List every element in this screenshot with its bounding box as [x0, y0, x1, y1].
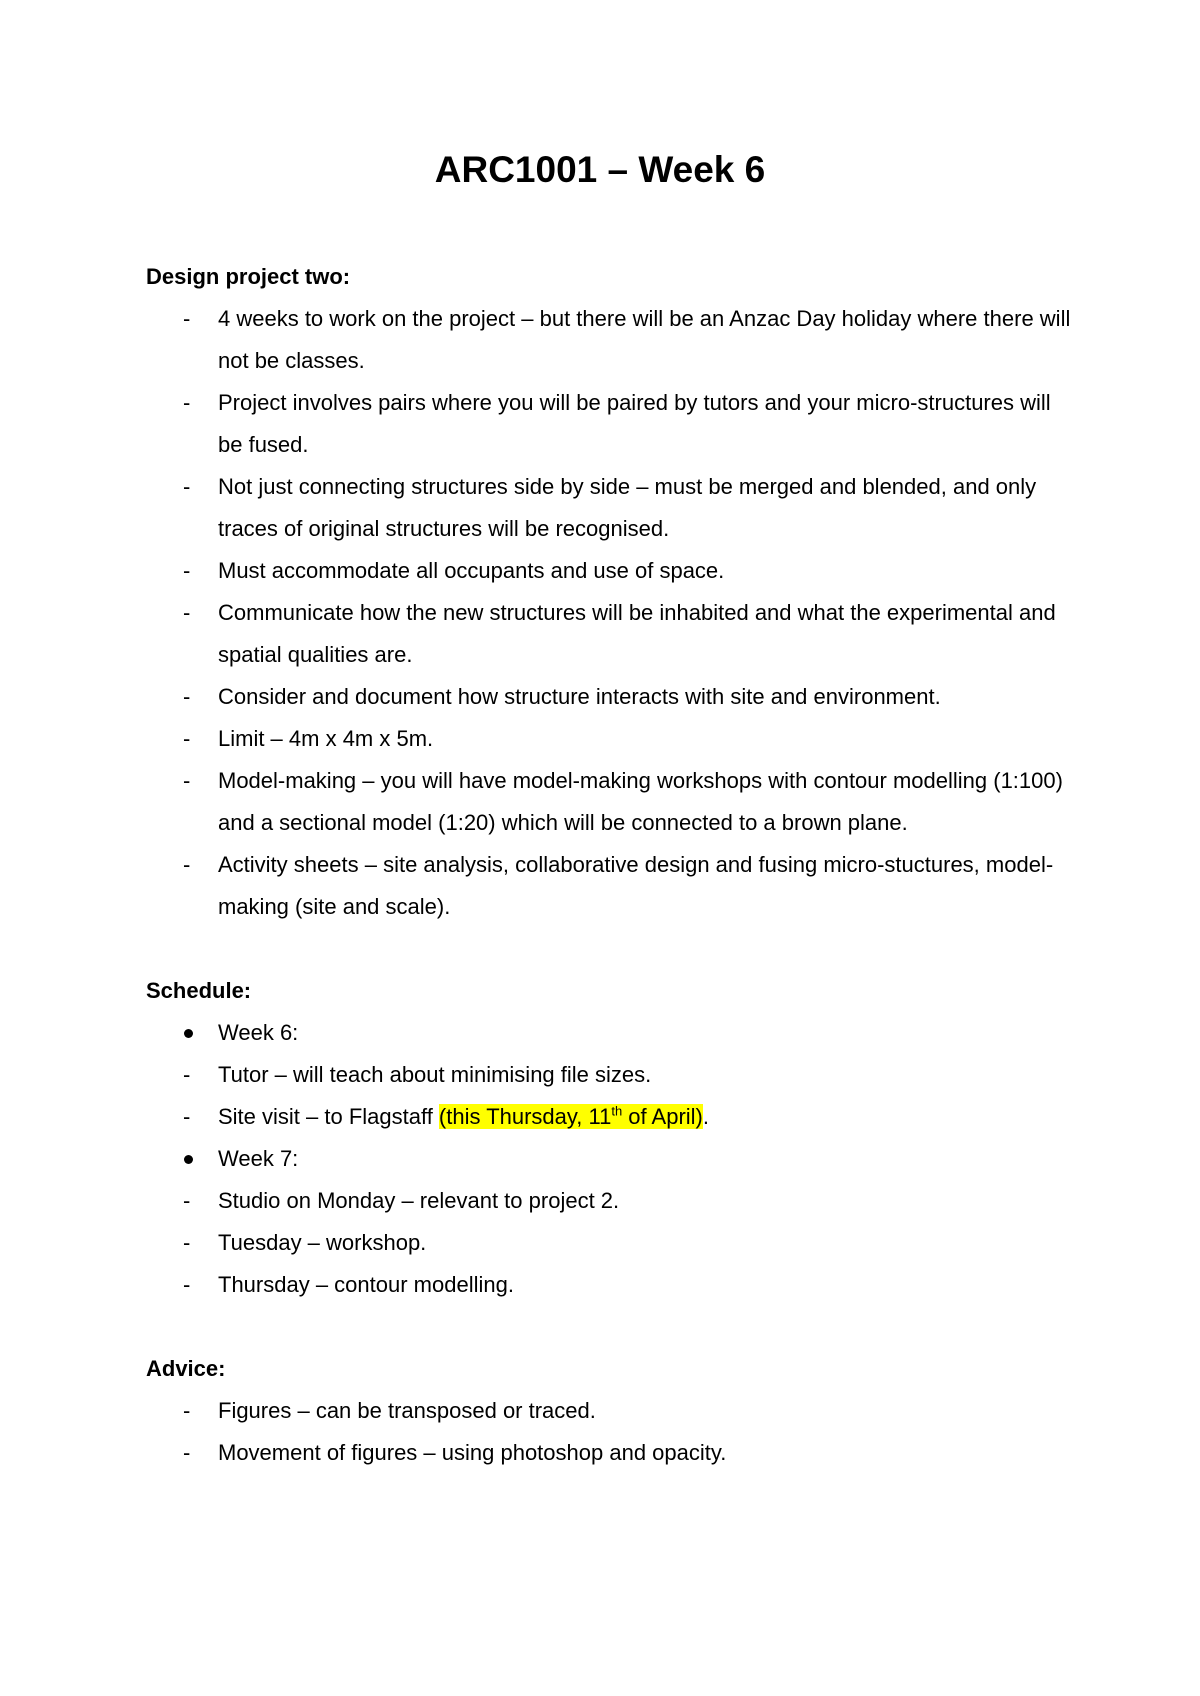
bullet-icon: [184, 1155, 193, 1164]
list-item: [146, 1432, 1076, 1474]
section-heading-schedule: Schedule:: [146, 978, 252, 1003]
list-item-text: Project involves pairs where you will be paired by tutors and your micro-structures will be fused.: [218, 390, 1051, 457]
list-item: [146, 760, 1076, 844]
list-item-text: Model-making – you will have model-making workshops with contour modelling (1:100) and a sectional model (1:20) which will be connected to a brown plane.: [218, 768, 1063, 835]
dash-marker: -: [183, 1230, 191, 1255]
dash-marker: -: [183, 852, 191, 877]
dash-marker: -: [183, 684, 191, 709]
dash-marker: -: [183, 1440, 191, 1465]
list-item: [146, 298, 1076, 382]
page-title: ARC1001 – Week 6: [434, 149, 766, 190]
dash-marker: -: [183, 1398, 191, 1423]
list-item: [146, 718, 1076, 760]
list-item: [146, 1054, 1076, 1096]
list-item: [146, 676, 1076, 718]
list-item: [146, 1390, 1076, 1432]
list-item: [146, 466, 1076, 550]
dash-marker: -: [183, 726, 191, 751]
ordinal-suffix: th: [611, 1103, 623, 1119]
site-visit-period: .: [702, 1104, 710, 1129]
spacer: [146, 1306, 1076, 1348]
section-heading-advice: Advice:: [146, 1356, 226, 1381]
list-item-text: Tutor – will teach about minimising file sizes.: [218, 1062, 652, 1087]
list-item: [146, 550, 1076, 592]
list-item: [146, 1222, 1076, 1264]
highlighted-date-start: (this Thursday, 11: [438, 1104, 612, 1129]
section-heading-design: Design project two:: [146, 264, 351, 289]
dash-marker: -: [183, 390, 191, 415]
dash-marker: -: [183, 1188, 191, 1213]
list-item-site-visit: [146, 1096, 1076, 1138]
dash-marker: -: [183, 1062, 191, 1087]
list-item: [146, 1264, 1076, 1306]
dash-marker: -: [183, 600, 191, 625]
design-list: [146, 298, 1076, 928]
list-item-text: 4 weeks to work on the project – but there will be an Anzac Day holiday where there will not be classes.: [218, 306, 1071, 373]
list-item-text: Movement of figures – using photoshop and opacity.: [218, 1440, 727, 1465]
dash-marker: -: [183, 1104, 191, 1129]
list-item: [146, 382, 1076, 466]
dash-marker: -: [183, 1272, 191, 1297]
list-item: [146, 844, 1076, 928]
list-item-text: Communicate how the new structures will be inhabited and what the experimental and spatial qualities are.: [218, 600, 1056, 667]
dash-marker: -: [183, 474, 191, 499]
advice-list: [146, 1390, 1076, 1474]
highlighted-date: [439, 1104, 703, 1129]
list-item-text: Consider and document how structure interacts with site and environment.: [218, 684, 941, 709]
highlighted-date-end: of April): [622, 1104, 703, 1129]
list-item-week-7: [146, 1138, 1076, 1180]
list-item-text: Must accommodate all occupants and use of space.: [218, 558, 725, 583]
document-body: [146, 256, 1076, 1474]
list-item-text: Not just connecting structures side by side – must be merged and blended, and only traces of original structures will be recognised.: [218, 474, 1037, 541]
site-visit-text: Site visit – to Flagstaff: [218, 1104, 439, 1129]
list-item: [146, 1180, 1076, 1222]
list-item-text: Figures – can be transposed or traced.: [218, 1398, 596, 1423]
list-item-week-6: [146, 1012, 1076, 1054]
dash-marker: -: [183, 558, 191, 583]
schedule-list: [146, 1012, 1076, 1306]
list-item-text: Activity sheets – site analysis, collaborative design and fusing micro-stuctures, model-making (site and scale).: [218, 852, 1054, 919]
list-item-text: Week 7:: [218, 1146, 299, 1171]
list-item: [146, 592, 1076, 676]
dash-marker: -: [183, 768, 191, 793]
spacer: [146, 928, 1076, 970]
list-item-text: Tuesday – workshop.: [218, 1230, 427, 1255]
bullet-icon: [184, 1029, 193, 1038]
list-item-text: Week 6:: [218, 1020, 299, 1045]
list-item-text: Limit – 4m x 4m x 5m.: [218, 726, 434, 751]
dash-marker: -: [183, 306, 191, 331]
list-item-text: Thursday – contour modelling.: [218, 1272, 514, 1297]
list-item-text: Studio on Monday – relevant to project 2.: [218, 1188, 620, 1213]
